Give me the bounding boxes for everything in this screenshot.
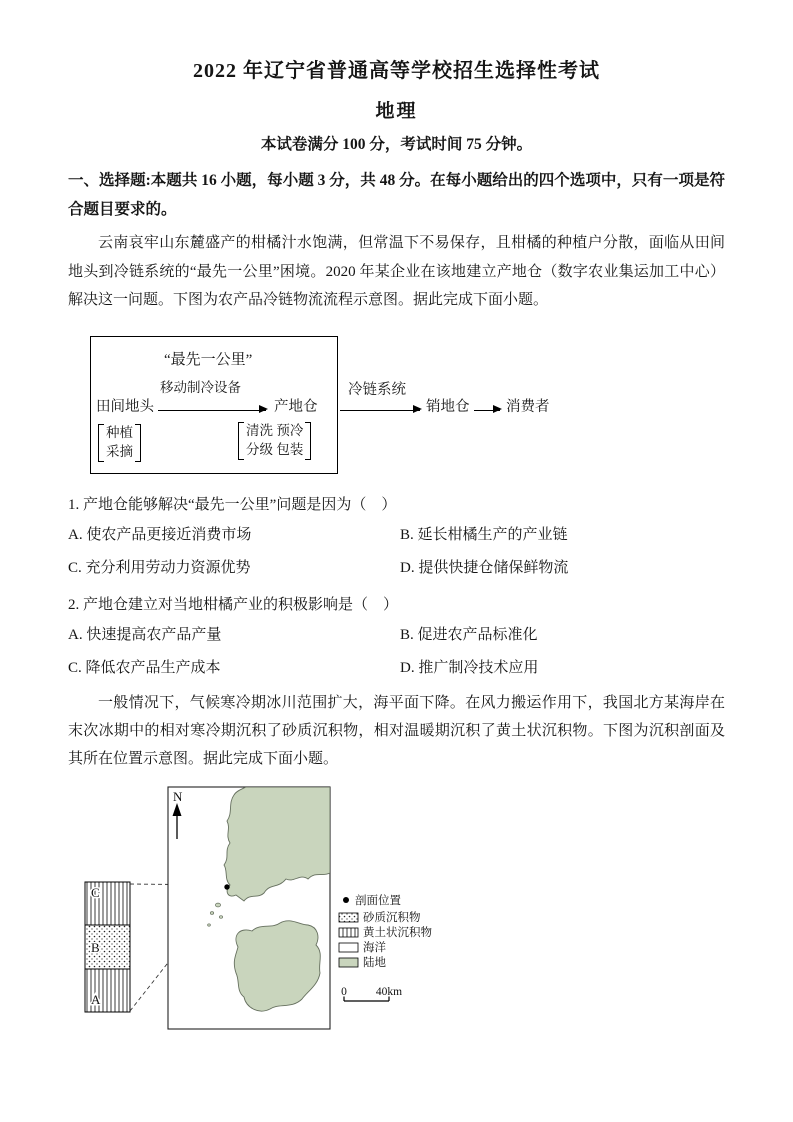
- legend-label-sea: 海洋: [363, 942, 386, 955]
- question-2-option-b: B. 促进农产品标准化: [400, 627, 538, 644]
- question-2-option-c: C. 降低农产品生产成本: [68, 659, 221, 676]
- question-2-option-a: A. 快速提高农产品产量: [68, 627, 222, 644]
- question-1-option-b: B. 延长柑橘生产的产业链: [400, 527, 568, 544]
- origin-warehouse-node: 产地仓: [274, 398, 318, 415]
- question-1-options-row-2: [68, 552, 725, 584]
- legend-sand-swatch: [339, 913, 358, 922]
- field-node: 田间地头: [96, 398, 154, 415]
- legend-dot-symbol: [343, 897, 349, 903]
- question-2-stem: 2. 产地仓建立对当地柑橘产业的积极影响是（ ）: [68, 596, 399, 613]
- passage-2: 一般情况下，气候寒冷期冰川范围扩大，海平面下降。在风力搬运作用下，我国北方某海岸在末次冰期中的相对寒冷期沉积了砂质沉积物，相对温暖期沉积了黄土状沉积物。下图为沉积剖面及其所在位置示意图。据此完成下面小题。: [68, 694, 725, 768]
- flow-arrow-field-to-warehouse: [158, 410, 266, 411]
- cold-chain-flow-diagram: [90, 336, 725, 484]
- question-2: [68, 591, 725, 684]
- mobile-cooling-label: 移动制冷设备: [160, 379, 241, 395]
- warehouse-step-line-1: 清洗 预冷: [246, 422, 304, 438]
- question-2-options-row-1: [68, 619, 725, 651]
- destination-warehouse-node: 销地仓: [426, 398, 470, 415]
- flow-arrow-warehouse-to-dest: [340, 410, 420, 411]
- question-1-stem: 1. 产地仓能够解决“最先一公里”问题是因为（ ）: [68, 496, 397, 513]
- question-1-options-row-1: [68, 519, 725, 551]
- legend-land-swatch: [339, 958, 358, 967]
- scale-zero-label: 0: [341, 986, 347, 999]
- map-figure-svg: [78, 785, 658, 1041]
- section-heading: 一、选择题:本题共 16 小题，每小题 3 分，共 48 分。在每小题给出的四个选项中，只有一项是符合题目要求的。: [68, 172, 725, 218]
- north-label: N: [173, 789, 183, 805]
- cold-chain-label: 冷链系统: [348, 381, 406, 398]
- legend-sea-swatch: [339, 943, 358, 952]
- passage-1: 云南哀牢山东麓盛产的柑橘汁水饱满，但常温下不易保存，且柑橘的种植户分散，面临从田间地头到冷链系统的“最先一公里”困境。2020 年某企业在该地建立产地仓（数字农业集运加工中心）解决这一问题。下图为农产品冷链物流流程示意图。据此完成下面小题。: [68, 235, 725, 308]
- flow-box-title: “最先一公里”: [164, 351, 253, 368]
- question-1: [68, 491, 725, 584]
- field-step-pick: 采摘: [106, 443, 133, 459]
- scale-bar: [341, 986, 402, 1001]
- scale-end-label: 40km: [375, 986, 403, 999]
- question-1-option-c: C. 充分利用劳动力资源优势: [68, 559, 251, 576]
- legend-label-loess: 黄土状沉积物: [363, 927, 432, 940]
- strat-column: [85, 882, 130, 1012]
- legend-loess-swatch: [339, 928, 358, 937]
- layer-label-b: B: [91, 940, 100, 956]
- flow-arrow-dest-to-consumer: [474, 410, 500, 411]
- legend-label-sand: 砂质沉积物: [363, 912, 421, 925]
- layer-label-c: C: [91, 885, 100, 901]
- warehouse-steps-bracket: [238, 420, 311, 462]
- question-2-options-row-2: [68, 652, 725, 684]
- profile-location-dot: [224, 885, 229, 890]
- exam-subject: 地理: [375, 101, 418, 122]
- map-legend: [339, 893, 432, 969]
- exam-info-line: 本试卷满分 100 分，考试时间 75 分钟。: [260, 136, 533, 153]
- warehouse-step-line-2: 分级 包装: [246, 441, 304, 457]
- sediment-map-figure: [78, 785, 725, 1046]
- question-2-option-d: D. 推广制冷技术应用: [400, 659, 539, 676]
- question-1-option-a: A. 使农产品更接近消费市场: [68, 527, 252, 544]
- field-step-plant: 种植: [106, 424, 133, 440]
- layer-label-a: A: [91, 992, 101, 1008]
- consumer-node: 消费者: [506, 398, 550, 415]
- question-1-option-d: D. 提供快捷仓储保鲜物流: [400, 559, 569, 576]
- legend-label-land: 陆地: [363, 957, 386, 970]
- field-steps-bracket: [98, 422, 141, 464]
- legend-label-profile: 剖面位置: [355, 895, 401, 908]
- exam-title: 2022 年辽宁省普通高等学校招生选择性考试: [193, 60, 600, 82]
